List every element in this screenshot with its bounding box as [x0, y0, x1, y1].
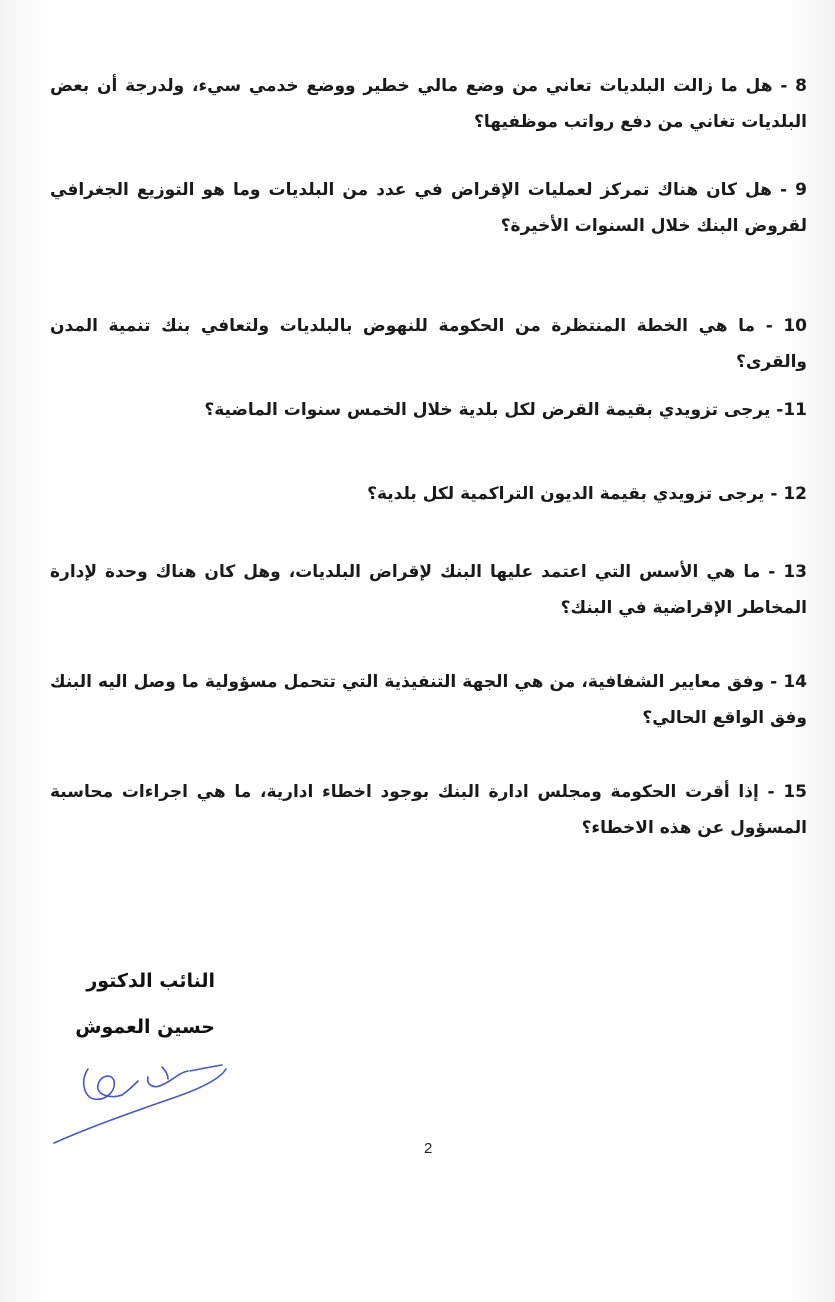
question-text: هل كان هناك تمركز لعمليات الإقراض في عدد من البلديات وما هو التوزيع الجغرافي لقروض البنك خلال السنوات الأخيرة؟ — [50, 180, 807, 236]
question-11 — [50, 392, 807, 428]
question-number: 13 - — [768, 562, 807, 582]
question-text: هل ما زالت البلديات تعاني من وضع مالي خطير ووضع خدمي سيء، ولدرجة أن بعض البلديات تغاني من دفع رواتب موظفيها؟ — [50, 76, 807, 132]
question-number: 15 - — [767, 782, 808, 802]
question-number: 14 - — [770, 672, 808, 692]
handwritten-signature — [50, 1055, 240, 1150]
question-text: يرجى تزويدي بقيمة القرض لكل بلدية خلال الخمس سنوات الماضية؟ — [204, 400, 771, 420]
question-text: إذا أقرت الحكومة ومجلس ادارة البنك بوجود اخطاء ادارية، ما هي اجراءات محاسبة المسؤول عن هذه الاخطاء؟ — [50, 782, 807, 838]
question-text: ما هي الخطة المنتظرة من الحكومة للنهوض بالبلديات ولتعافي بنك تنمية المدن والقرى؟ — [50, 316, 807, 372]
signatory-title: النائب الدكتور — [86, 970, 215, 992]
question-15 — [50, 774, 807, 846]
question-number: 11- — [776, 400, 807, 420]
questions-list — [50, 0, 807, 900]
question-13 — [50, 554, 807, 626]
question-9 — [50, 172, 807, 244]
question-number: 9 - — [780, 180, 808, 200]
signature-block — [75, 958, 215, 1050]
question-text: ما هي الأسس التي اعتمد عليها البنك لإقراض البلديات، وهل كان هناك وحدة لإدارة المخاطر الإقراضية في البنك؟ — [50, 562, 807, 618]
question-text: وفق معايير الشفافية، من هي الجهة التنفيذية التي تتحمل مسؤولية ما وصل اليه البنك وفق الواقع الحالي؟ — [50, 672, 807, 728]
signatory-name: حسين العموش — [75, 1016, 215, 1038]
question-number: 10 - — [765, 316, 808, 336]
page-number: 2 — [424, 1140, 433, 1157]
question-number: 12 - — [770, 484, 807, 504]
question-14 — [50, 664, 807, 736]
question-number: 8 - — [780, 76, 807, 96]
question-12 — [50, 476, 807, 512]
question-8 — [50, 68, 807, 140]
question-10 — [50, 308, 807, 380]
question-text: يرجى تزويدي بقيمة الديون التراكمية لكل بلدية؟ — [367, 484, 765, 504]
